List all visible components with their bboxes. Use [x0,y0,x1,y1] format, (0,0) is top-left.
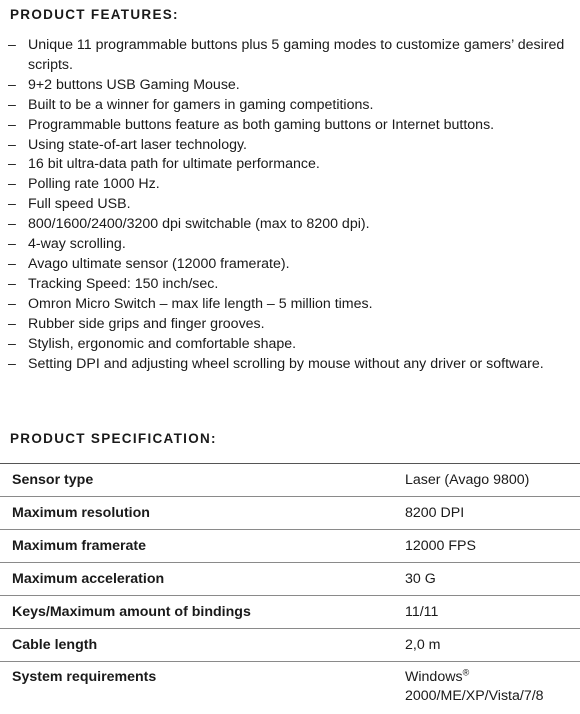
feature-item [8,96,574,116]
spec-label: Maximum acceleration [12,571,165,587]
dash-bullet: – [8,335,16,352]
feature-text: Polling rate 1000 Hz. [28,176,160,193]
feature-text: Omron Micro Switch – max life length – 5 million times. [28,295,373,312]
feature-item [8,215,574,235]
feature-item [8,235,574,255]
dash-bullet: – [8,315,16,332]
feature-text: Stylish, ergonomic and comfortable shape. [28,335,297,352]
dash-bullet: – [8,76,16,93]
specification-heading: PRODUCT SPECIFICATION: [10,431,217,446]
registered-mark: ® [462,667,470,678]
dash-bullet: – [8,176,16,193]
spec-label: Sensor type [12,472,94,488]
feature-item [8,335,574,355]
spec-value: Laser (Avago 9800) [405,472,530,488]
spec-label: Maximum resolution [12,505,150,521]
feature-item [8,255,574,275]
feature-text: Setting DPI and adjusting wheel scrolling by mouse without any driver or software. [28,355,544,372]
feature-item [8,175,574,195]
specification-table [0,463,580,708]
feature-text: 4-way scrolling. [28,236,126,253]
spec-row-maximum-resolution [0,497,580,530]
dash-bullet: – [8,116,16,133]
dash-bullet: – [8,37,16,53]
dash-bullet: – [8,355,16,372]
dash-bullet: – [8,275,16,292]
feature-item [8,155,574,175]
feature-item [8,76,574,96]
dash-bullet: – [8,255,16,272]
spec-row-maximum-acceleration [0,563,580,596]
spec-value: 8200 DPI [405,505,465,521]
feature-text: Avago ultimate sensor (12000 framerate). [28,255,290,272]
spec-value: 11/11 [405,604,439,620]
spec-label: Maximum framerate [12,538,147,554]
os-name: Windows [405,669,463,685]
feature-text: 9+2 buttons USB Gaming Mouse. [28,76,240,93]
spec-value: 30 G [405,571,436,587]
features-heading: PRODUCT FEATURES: [10,7,179,22]
feature-text: Built to be a winner for gamers in gaming competitions. [28,96,374,113]
spec-label: Keys/Maximum amount of bindings [12,604,251,620]
feature-text: Using state-of-art laser technology. [28,136,247,153]
spec-label: System requirements [12,669,157,685]
feature-item [8,195,574,215]
feature-text: Full speed USB. [28,196,131,213]
spec-row-maximum-framerate [0,530,580,563]
dash-bullet: – [8,136,16,153]
feature-text: 16 bit ultra-data path for ultimate performance. [28,156,320,173]
spec-row-keys-bindings [0,596,580,629]
dash-bullet: – [8,295,16,312]
spec-row-cable-length [0,629,580,662]
feature-item [8,116,574,136]
os-versions: 2000/ME/XP/Vista/7/8 [405,688,544,704]
spec-label: Cable length [12,637,98,653]
feature-item [8,295,574,315]
dash-bullet: – [8,236,16,253]
dash-bullet: – [8,196,16,213]
feature-text: Unique 11 programmable buttons plus 5 gaming modes to customize gamers’ desired scripts. [28,37,565,73]
feature-item [8,36,574,76]
feature-item [8,275,574,295]
spec-value: 12000 FPS [405,538,476,554]
feature-text: Programmable buttons feature as both gaming buttons or Internet buttons. [28,116,495,133]
feature-text: Tracking Speed: 150 inch/sec. [28,275,219,292]
feature-item [8,136,574,156]
feature-item [8,315,574,335]
feature-text: 800/1600/2400/3200 dpi switchable (max to 8200 dpi). [28,216,370,233]
spec-row-sensor-type [0,464,580,497]
dash-bullet: – [8,96,16,113]
spec-value: 2,0 m [405,637,441,653]
feature-text: Rubber side grips and finger grooves. [28,315,265,332]
feature-item [8,355,574,375]
spec-value [397,662,580,709]
spec-row-system-requirements [0,662,580,709]
dash-bullet: – [8,156,16,173]
dash-bullet: – [8,216,16,233]
features-list [8,36,574,374]
